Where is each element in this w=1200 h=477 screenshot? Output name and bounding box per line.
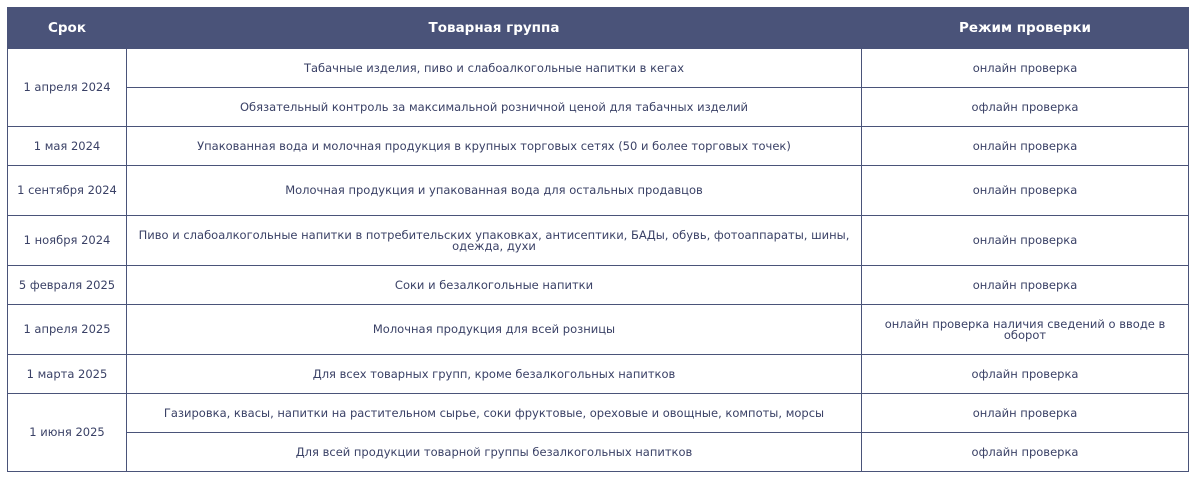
check-mode-cell: онлайн проверка наличия сведений о вводе в оборот (862, 305, 1189, 355)
table-row (8, 355, 1189, 394)
check-mode-cell: онлайн проверка (862, 266, 1189, 305)
check-mode-cell: офлайн проверка (862, 88, 1189, 127)
product-group-cell: Газировка, квасы, напитки на растительном сырье, соки фруктовые, ореховые и овощные, компоты, морсы (127, 394, 862, 433)
date-cell: 1 апреля 2025 (8, 305, 127, 355)
product-group-cell: Упакованная вода и молочная продукция в крупных торговых сетях (50 и более торговых точек) (127, 127, 862, 166)
product-group-cell: Соки и безалкогольные напитки (127, 266, 862, 305)
table-row (8, 127, 1189, 166)
product-group-cell: Молочная продукция и упакованная вода для остальных продавцов (127, 166, 862, 216)
check-mode-cell: онлайн проверка (862, 394, 1189, 433)
check-mode-cell: онлайн проверка (862, 49, 1189, 88)
table-row (8, 49, 1189, 88)
date-cell: 1 сентября 2024 (8, 166, 127, 216)
schedule-table-container (7, 7, 1188, 472)
table-row (8, 394, 1189, 433)
date-cell: 5 февраля 2025 (8, 266, 127, 305)
date-cell: 1 марта 2025 (8, 355, 127, 394)
header-date: Срок (8, 8, 127, 49)
table-row (8, 305, 1189, 355)
table-row (8, 266, 1189, 305)
header-check-mode: Режим проверки (862, 8, 1189, 49)
date-cell: 1 апреля 2024 (8, 49, 127, 127)
header-product-group: Товарная группа (127, 8, 862, 49)
date-cell: 1 ноября 2024 (8, 216, 127, 266)
header-row (8, 8, 1189, 49)
date-cell: 1 июня 2025 (8, 394, 127, 472)
product-group-cell: Обязательный контроль за максимальной розничной ценой для табачных изделий (127, 88, 862, 127)
date-cell: 1 мая 2024 (8, 127, 127, 166)
product-group-cell: Для всей продукции товарной группы безалкогольных напитков (127, 433, 862, 472)
product-group-cell: Табачные изделия, пиво и слабоалкогольные напитки в кегах (127, 49, 862, 88)
check-mode-cell: онлайн проверка (862, 166, 1189, 216)
table-row (8, 88, 1189, 127)
table-row (8, 166, 1189, 216)
check-mode-cell: офлайн проверка (862, 355, 1189, 394)
product-group-cell: Пиво и слабоалкогольные напитки в потребительских упаковках, антисептики, БАДы, обувь, фотоаппараты, шины, одежда, духи (127, 216, 862, 266)
check-mode-cell: онлайн проверка (862, 216, 1189, 266)
schedule-table (7, 7, 1189, 472)
check-mode-cell: офлайн проверка (862, 433, 1189, 472)
table-row (8, 216, 1189, 266)
check-mode-cell: онлайн проверка (862, 127, 1189, 166)
table-row (8, 433, 1189, 472)
product-group-cell: Для всех товарных групп, кроме безалкогольных напитков (127, 355, 862, 394)
product-group-cell: Молочная продукция для всей розницы (127, 305, 862, 355)
